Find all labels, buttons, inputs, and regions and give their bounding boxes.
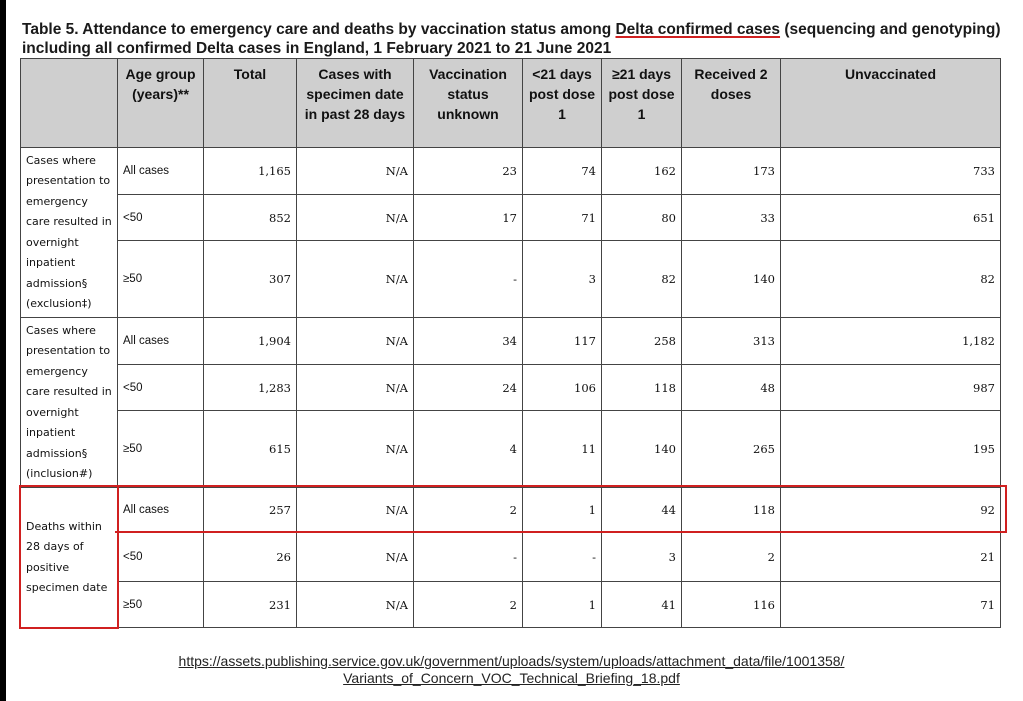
twodose-cell: 33: [682, 195, 781, 241]
ge21-cell: 3: [602, 533, 682, 582]
table-row: [21, 148, 1001, 195]
lt21-cell: 106: [523, 365, 602, 411]
title-highlight: Delta confirmed cases: [615, 21, 781, 38]
total-cell: 1,165: [204, 148, 297, 195]
title-text-cont: (sequencing and genotyping) including all confirmed Delta cases in England, 1 February 2021 to 21 June 2021: [22, 21, 1001, 57]
unvax-cell: 1,182: [781, 318, 1001, 365]
twodose-cell: 48: [682, 365, 781, 411]
age-cell: All cases: [118, 488, 204, 533]
ge21-cell: 140: [602, 411, 682, 488]
lt21-cell: 3: [523, 241, 602, 318]
cases28-cell: N/A: [297, 411, 414, 488]
age-cell: All cases: [118, 318, 204, 365]
unknown-cell: 24: [414, 365, 523, 411]
twodose-cell: 118: [682, 488, 781, 533]
unvax-cell: 92: [781, 488, 1001, 533]
unknown-cell: 23: [414, 148, 523, 195]
source-url-line1[interactable]: https://assets.publishing.service.gov.uk/government/uploads/system/uploads/attachment_data/file/1001358/: [178, 653, 845, 669]
group-label: Cases where presentation to emergency care resulted in overnight inpatient admission§ (exclusion‡): [21, 148, 118, 318]
total-cell: 1,283: [204, 365, 297, 411]
header-cases-28-days: Cases with specimen date in past 28 days: [297, 59, 414, 148]
unknown-cell: 34: [414, 318, 523, 365]
unvax-cell: 651: [781, 195, 1001, 241]
lt21-cell: 74: [523, 148, 602, 195]
unknown-cell: -: [414, 241, 523, 318]
header-age-group: Age group (years)**: [118, 59, 204, 148]
ge21-cell: 41: [602, 582, 682, 628]
table-row: [21, 533, 1001, 582]
twodose-cell: 116: [682, 582, 781, 628]
table-row: [21, 582, 1001, 628]
ge21-cell: 162: [602, 148, 682, 195]
table-row: [21, 365, 1001, 411]
table-title: [22, 20, 1002, 58]
group-label: Deaths within 28 days of positive specimen date: [21, 488, 118, 628]
age-cell: All cases: [118, 148, 204, 195]
ge21-cell: 82: [602, 241, 682, 318]
table-row: [21, 195, 1001, 241]
header-ge21-days: ≥21 days post dose 1: [602, 59, 682, 148]
group-label: Cases where presentation to emergency care resulted in overnight inpatient admission§ (inclusion#): [21, 318, 118, 488]
cases28-cell: N/A: [297, 488, 414, 533]
unvax-cell: 21: [781, 533, 1001, 582]
twodose-cell: 140: [682, 241, 781, 318]
total-cell: 26: [204, 533, 297, 582]
lt21-cell: -: [523, 533, 602, 582]
lt21-cell: 117: [523, 318, 602, 365]
cases28-cell: N/A: [297, 241, 414, 318]
twodose-cell: 265: [682, 411, 781, 488]
age-cell: <50: [118, 365, 204, 411]
total-cell: 307: [204, 241, 297, 318]
unknown-cell: 4: [414, 411, 523, 488]
total-cell: 852: [204, 195, 297, 241]
table-row: [21, 488, 1001, 533]
lt21-cell: 71: [523, 195, 602, 241]
cases28-cell: N/A: [297, 365, 414, 411]
total-cell: 1,904: [204, 318, 297, 365]
unvax-cell: 733: [781, 148, 1001, 195]
source-link[interactable]: [0, 653, 1023, 687]
vaccination-status-table: [20, 58, 1001, 628]
unknown-cell: 2: [414, 488, 523, 533]
header-row: [21, 59, 1001, 148]
cases28-cell: N/A: [297, 148, 414, 195]
total-cell: 615: [204, 411, 297, 488]
age-cell: <50: [118, 195, 204, 241]
lt21-cell: 11: [523, 411, 602, 488]
unknown-cell: 2: [414, 582, 523, 628]
age-cell: ≥50: [118, 241, 204, 318]
twodose-cell: 2: [682, 533, 781, 582]
total-cell: 231: [204, 582, 297, 628]
table-row: [21, 318, 1001, 365]
ge21-cell: 44: [602, 488, 682, 533]
unvax-cell: 987: [781, 365, 1001, 411]
header-two-doses: Received 2 doses: [682, 59, 781, 148]
unknown-cell: -: [414, 533, 523, 582]
age-cell: <50: [118, 533, 204, 582]
header-unvaccinated: Unvaccinated: [781, 59, 1001, 148]
header-blank: [21, 59, 118, 148]
left-edge-bar: [0, 0, 6, 701]
title-text: Table 5. Attendance to emergency care and deaths by vaccination status among: [22, 21, 616, 38]
total-cell: 257: [204, 488, 297, 533]
unvax-cell: 82: [781, 241, 1001, 318]
twodose-cell: 173: [682, 148, 781, 195]
table-row: [21, 411, 1001, 488]
ge21-cell: 118: [602, 365, 682, 411]
ge21-cell: 80: [602, 195, 682, 241]
age-cell: ≥50: [118, 582, 204, 628]
ge21-cell: 258: [602, 318, 682, 365]
cases28-cell: N/A: [297, 318, 414, 365]
header-status-unknown: Vaccination status unknown: [414, 59, 523, 148]
cases28-cell: N/A: [297, 582, 414, 628]
header-lt21-days: <21 days post dose 1: [523, 59, 602, 148]
cases28-cell: N/A: [297, 533, 414, 582]
unvax-cell: 195: [781, 411, 1001, 488]
header-total: Total: [204, 59, 297, 148]
table-row: [21, 241, 1001, 318]
lt21-cell: 1: [523, 488, 602, 533]
twodose-cell: 313: [682, 318, 781, 365]
age-cell: ≥50: [118, 411, 204, 488]
unvax-cell: 71: [781, 582, 1001, 628]
cases28-cell: N/A: [297, 195, 414, 241]
unknown-cell: 17: [414, 195, 523, 241]
source-url-line2[interactable]: Variants_of_Concern_VOC_Technical_Briefing_18.pdf: [343, 670, 680, 686]
lt21-cell: 1: [523, 582, 602, 628]
